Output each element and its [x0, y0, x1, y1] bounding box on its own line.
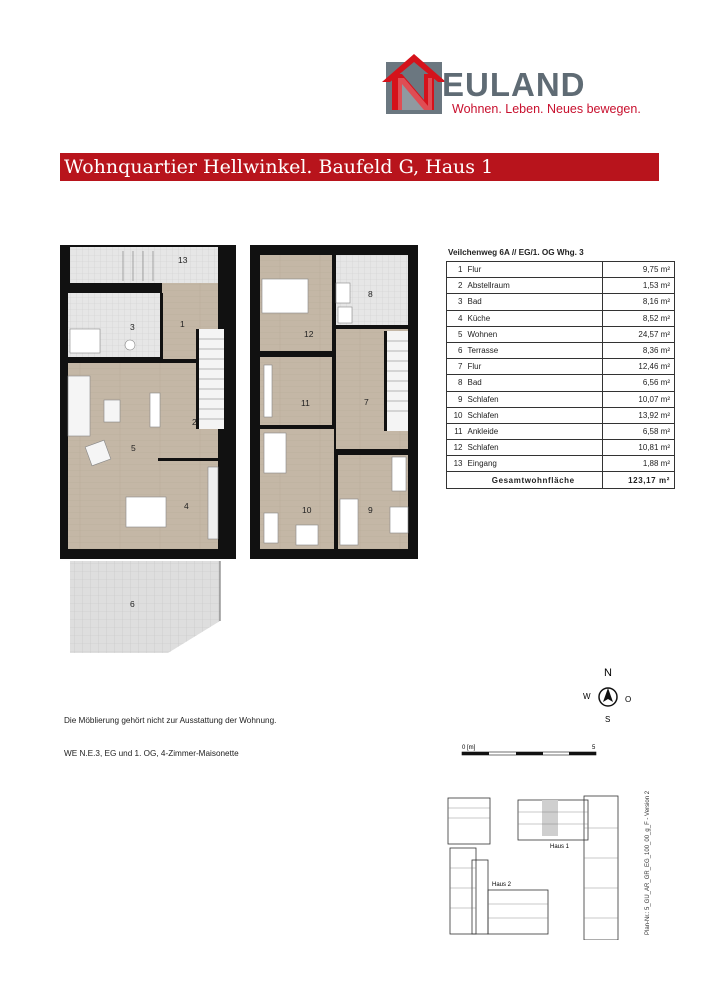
area-row-value: 6,56 m²: [603, 375, 675, 391]
area-row-num: 1: [447, 262, 465, 278]
area-row: [447, 423, 675, 439]
area-row-name: Wohnen: [465, 326, 603, 342]
room-label-13: 13: [178, 255, 188, 265]
area-row-num: 3: [447, 294, 465, 310]
area-row-name: Abstellraum: [465, 278, 603, 294]
area-row: [447, 391, 675, 407]
area-row-num: 8: [447, 375, 465, 391]
area-row-value: 9,75 m²: [603, 262, 675, 278]
area-row-num: 13: [447, 456, 465, 472]
area-row-value: 12,46 m²: [603, 359, 675, 375]
room-label-11: 11: [301, 398, 310, 408]
area-total-row: [447, 472, 675, 488]
area-row: [447, 407, 675, 423]
scale-start: 0 [m]: [462, 745, 476, 751]
area-unit: m²: [660, 378, 670, 388]
area-row-value: 1,88 m²: [603, 456, 675, 472]
logo-slogan: Wohnen. Leben. Neues bewegen.: [452, 102, 641, 116]
room-label-6: 6: [130, 599, 135, 609]
area-row-name: Flur: [465, 262, 603, 278]
area-unit: m²: [660, 329, 670, 339]
area-unit: m²: [660, 346, 670, 356]
title-bar: [60, 153, 659, 181]
area-unit: m²: [660, 297, 670, 307]
area-row: [447, 294, 675, 310]
area-total-name: Gesamtwohnfläche: [465, 472, 603, 488]
site-haus2-label: Haus 2: [492, 882, 512, 888]
room-label-10: 10: [302, 505, 312, 515]
room-label-7: 7: [364, 397, 369, 407]
area-row-num: 7: [447, 359, 465, 375]
room-label-12: 12: [304, 329, 314, 339]
area-row: [447, 310, 675, 326]
unit-description: WE N.E.3, EG und 1. OG, 4-Zimmer-Maisonette: [64, 749, 239, 758]
area-unit: m²: [660, 443, 670, 453]
area-row: [447, 375, 675, 391]
area-row-value: 24,57 m²: [603, 326, 675, 342]
furniture-note: Die Möblierung gehört nicht zur Ausstattung der Wohnung.: [64, 716, 277, 725]
site-plan: [444, 788, 634, 940]
neuland-logo: [380, 52, 660, 122]
room-label-9: 9: [368, 505, 373, 515]
upper-floor: [250, 245, 418, 559]
room-label-4: 4: [184, 501, 189, 511]
area-table: [446, 244, 676, 489]
area-row-value: 8,36 m²: [603, 342, 675, 358]
area-unit: m²: [660, 265, 670, 275]
north-arrow-icon: [583, 664, 635, 724]
area-row: [447, 456, 675, 472]
area-row-name: Küche: [465, 310, 603, 326]
area-unit: m²: [660, 410, 670, 420]
room-label-8: 8: [368, 289, 373, 299]
area-row: [447, 262, 675, 278]
compass-w: W: [583, 692, 591, 701]
area-row-num: 11: [447, 423, 465, 439]
area-row-num: 5: [447, 326, 465, 342]
area-row-num: 10: [447, 407, 465, 423]
area-row-num: 2: [447, 278, 465, 294]
area-unit: m²: [660, 281, 670, 291]
area-table-header: Veilchenweg 6A // EG/1. OG Whg. 3: [448, 248, 584, 257]
compass-n: N: [604, 667, 612, 679]
area-row-num: 6: [447, 342, 465, 358]
area-row-name: Schlafen: [465, 407, 603, 423]
area-row-value: 10,81 m²: [603, 440, 675, 456]
area-total-value: 123,17 m²: [603, 472, 675, 488]
area-row-num: 12: [447, 440, 465, 456]
area-row-name: Schlafen: [465, 440, 603, 456]
room-label-5: 5: [131, 443, 136, 453]
area-unit: m²: [660, 459, 670, 469]
area-row-value: 13,92 m²: [603, 407, 675, 423]
page-title: Wohnquartier Hellwinkel. Baufeld G, Haus 1: [64, 156, 494, 178]
area-unit: m²: [660, 313, 670, 323]
logo-wordmark: EULAND: [442, 66, 586, 103]
area-row: [447, 278, 675, 294]
area-row: [447, 440, 675, 456]
area-row: [447, 342, 675, 358]
area-row-name: Schlafen: [465, 391, 603, 407]
room-label-1: 1: [180, 319, 185, 329]
ground-floor: [60, 245, 236, 653]
area-row-value: 6,58 m²: [603, 423, 675, 439]
area-row-value: 10,07 m²: [603, 391, 675, 407]
area-row: [447, 359, 675, 375]
area-row-num: 4: [447, 310, 465, 326]
area-unit: m²: [660, 426, 670, 436]
area-row-value: 1,53 m²: [603, 278, 675, 294]
area-row-name: Bad: [465, 375, 603, 391]
area-row-name: Eingang: [465, 456, 603, 472]
area-row-name: Terrasse: [465, 342, 603, 358]
site-haus1-label: Haus 1: [550, 844, 570, 850]
scale-end: 5: [592, 745, 596, 751]
area-table-grid: [446, 261, 675, 489]
area-row-num: 9: [447, 391, 465, 407]
plan-reference: Plan-Nr.: 5_GU_AR_GR_EG_100_00_g_F - Version 2: [645, 790, 651, 935]
compass-s: S: [605, 715, 611, 724]
area-row-name: Flur: [465, 359, 603, 375]
area-row-name: Bad: [465, 294, 603, 310]
neuland-n-roof-logo-icon: [380, 52, 446, 116]
compass-o: O: [625, 695, 632, 704]
area-unit: m²: [660, 394, 670, 404]
area-row-value: 8,16 m²: [603, 294, 675, 310]
area-row-value: 8,52 m²: [603, 310, 675, 326]
scale-bar: [460, 742, 605, 768]
area-row-name: Ankleide: [465, 423, 603, 439]
room-label-3: 3: [130, 322, 135, 332]
area-row: [447, 326, 675, 342]
area-unit: m²: [660, 362, 670, 372]
floor-plan: [58, 243, 422, 658]
room-label-2: 2: [192, 417, 197, 427]
